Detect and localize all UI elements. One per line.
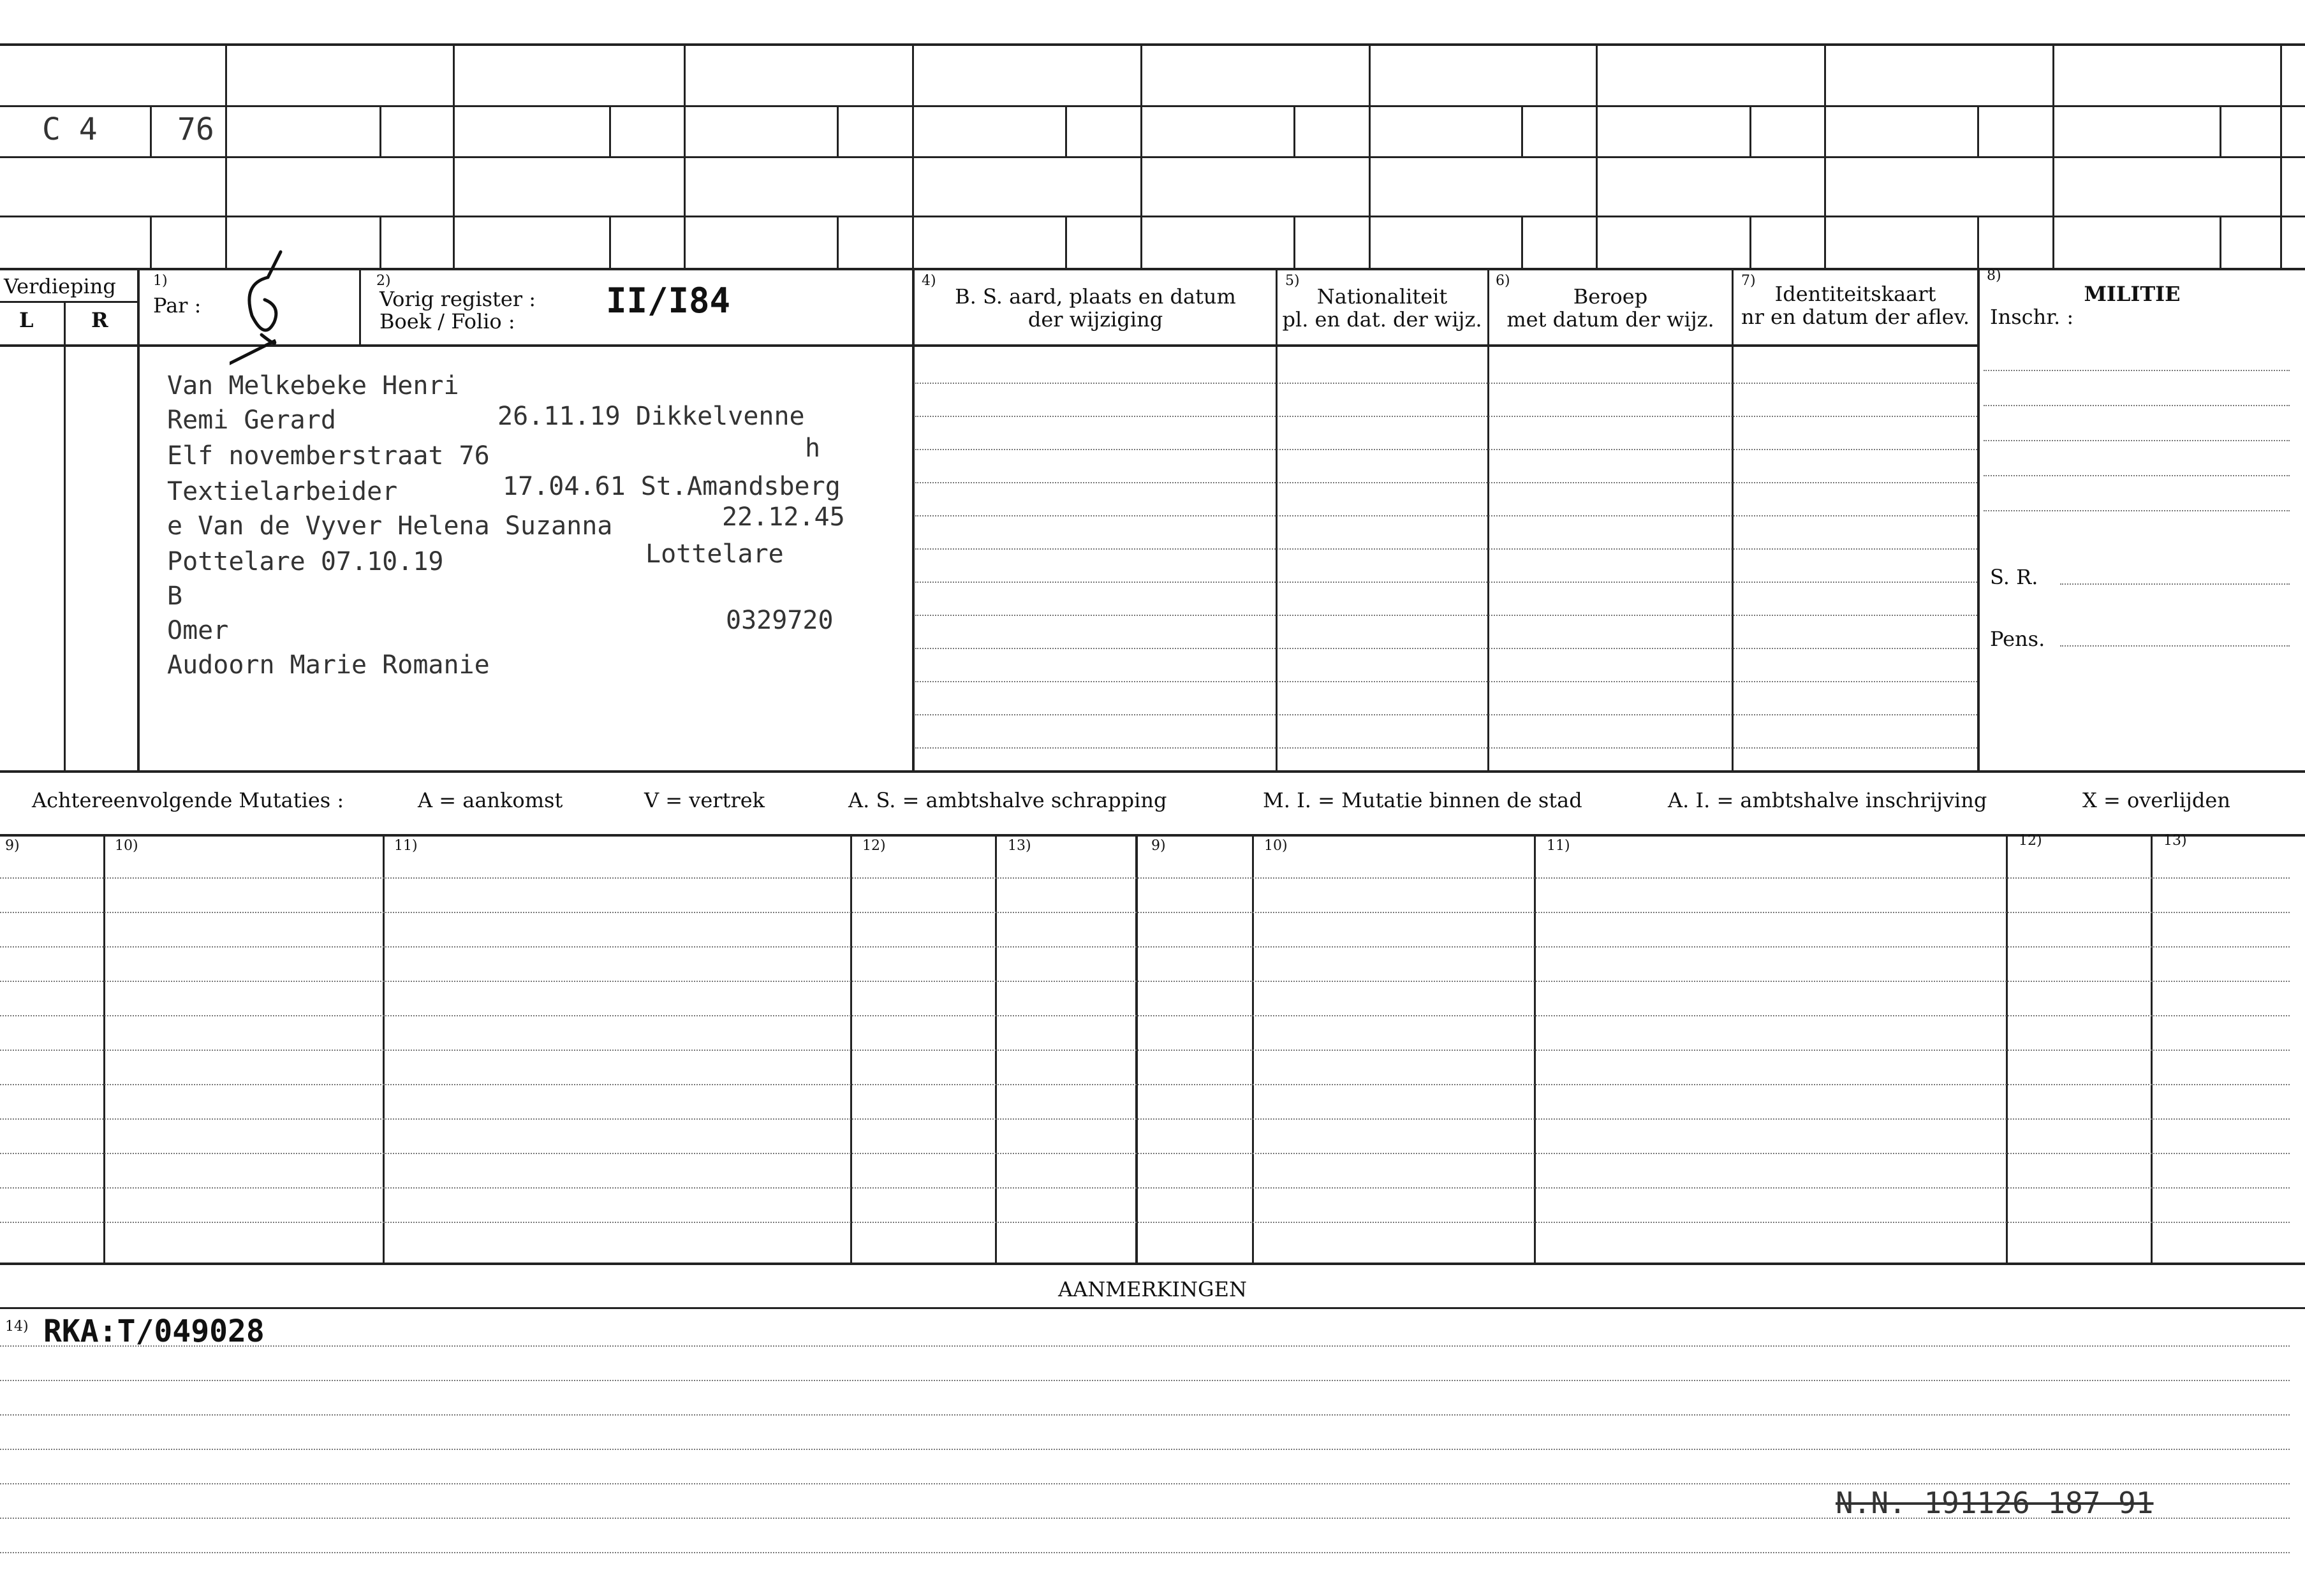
top-grid-vline <box>2052 43 2054 268</box>
pens-label: Pens. <box>1990 627 2045 651</box>
col-divider <box>64 301 66 772</box>
top-grid-tick <box>1977 216 1979 268</box>
ruling-line <box>915 482 1977 483</box>
aanmerkingen-value: RKA:T/049028 <box>43 1314 265 1349</box>
legend-a: A = aankomst <box>418 788 563 812</box>
bs-header-line2: der wijziging <box>1027 307 1163 332</box>
ruling-line <box>0 1118 2290 1120</box>
ruling-line <box>0 1414 2290 1416</box>
top-grid-tick <box>1521 105 1523 156</box>
ruling-line <box>2060 583 2290 585</box>
inschr-label: Inschr. : <box>1990 305 2074 329</box>
legend-v: V = vertrek <box>644 788 765 812</box>
ruling-line <box>0 912 2290 913</box>
mut-col-13: 13) <box>1008 838 1031 854</box>
legend-ai: A. I. = ambtshalve inschrijving <box>1668 788 1987 812</box>
id-header-line1: Identiteitskaart <box>1774 282 1936 306</box>
top-grid-tick <box>2220 216 2221 268</box>
top-grid-tick <box>1065 105 1067 156</box>
col-divider <box>1732 268 1734 772</box>
person-mother: Audoorn Marie Romanie <box>167 650 490 680</box>
verdieping-line <box>0 301 137 303</box>
top-grid-line <box>0 156 2305 158</box>
footnote-5: 5) <box>1285 273 1300 289</box>
ruling-line <box>915 714 1977 715</box>
col-divider <box>1487 268 1489 772</box>
vorig-register-label: Vorig register : <box>379 287 536 311</box>
bs-header-line1: B. S. aard, plaats en datum <box>955 284 1236 309</box>
mutaties-header-line <box>0 834 2305 837</box>
top-grid-tick <box>1977 105 1979 156</box>
person-spouse: e Van de Vyver Helena Suzanna <box>167 511 613 541</box>
ruling-line <box>1984 475 2290 476</box>
beroep-header-line1: Beroep <box>1573 284 1648 309</box>
top-grid-tick <box>1065 216 1067 268</box>
top-grid-line <box>0 216 2305 217</box>
ruling-line <box>0 1345 2290 1347</box>
mutaties-bottom-line <box>0 1263 2305 1265</box>
footnote-6: 6) <box>1496 273 1510 289</box>
mut-col-12: 12) <box>862 838 886 854</box>
verdieping-r: R <box>91 308 108 332</box>
mut-col-11b: 11) <box>1547 838 1570 854</box>
beroep-header-line2: met datum der wijz. <box>1506 307 1714 332</box>
mut-col-10: 10) <box>115 838 138 854</box>
ruling-line <box>0 1449 2290 1450</box>
ruling-line <box>0 1187 2290 1189</box>
col-divider <box>137 268 140 772</box>
mut-col-10b: 10) <box>1264 838 1288 854</box>
footnote-2: 2) <box>376 273 391 289</box>
ruling-line <box>0 946 2290 948</box>
ruling-line <box>2060 645 2290 647</box>
ruling-line <box>0 1518 2290 1519</box>
person-spouse-date: 22.12.45 <box>722 502 845 532</box>
ruling-line <box>915 747 1977 749</box>
mut-col-divider <box>103 834 105 1263</box>
top-grid-vline <box>684 43 686 268</box>
footnote-14: 14) <box>5 1319 29 1335</box>
top-grid-vline <box>225 43 227 268</box>
archive-stamp: N.N. 191126 187 91 <box>1836 1486 2154 1520</box>
mutaties-title: Achtereenvolgende Mutaties : <box>32 788 344 812</box>
mut-col-13b: 13) <box>2163 833 2187 849</box>
mut-col-divider <box>850 834 852 1263</box>
top-grid-tick <box>609 105 611 156</box>
par-label: Par : <box>153 293 202 318</box>
nat-header-line1: Nationaliteit <box>1316 284 1448 309</box>
ruling-line <box>1984 405 2290 406</box>
mut-col-11: 11) <box>394 838 418 854</box>
boek-folio-label: Boek / Folio : <box>379 309 515 333</box>
person-b: B <box>167 582 183 611</box>
ruling-line <box>1984 370 2290 371</box>
person-address: Elf novemberstraat 76 <box>167 441 490 471</box>
top-grid-tick <box>1521 216 1523 268</box>
ruling-line <box>915 681 1977 682</box>
ruling-line <box>0 1222 2290 1223</box>
mut-col-divider <box>2006 834 2008 1263</box>
top-cell-number: 76 <box>177 112 214 147</box>
person-event: 17.04.61 St.Amandsberg <box>503 472 841 501</box>
col-divider <box>912 268 915 772</box>
ruling-line <box>0 981 2290 982</box>
ruling-line <box>0 1153 2290 1154</box>
mut-col-divider <box>2151 834 2153 1263</box>
col-divider <box>359 268 361 344</box>
top-grid-vline <box>1596 43 1598 268</box>
top-grid-tick <box>1293 216 1295 268</box>
ruling-line <box>0 1084 2290 1085</box>
footnote-4: 4) <box>922 273 936 289</box>
top-grid-vline <box>453 43 455 268</box>
top-grid-tick <box>150 105 152 156</box>
person-profession: Textielarbeider <box>167 477 398 506</box>
person-father: Omer <box>167 616 229 645</box>
footnote-8: 8) <box>1987 268 2001 284</box>
person-number: 0329720 <box>726 606 834 635</box>
top-grid-tick <box>1749 105 1751 156</box>
top-grid-tick <box>379 105 381 156</box>
ruling-line <box>915 449 1977 450</box>
ruling-line <box>1984 440 2290 441</box>
sr-label: S. R. <box>1990 565 2038 589</box>
ruling-line <box>0 1552 2290 1553</box>
mut-col-divider <box>1135 834 1138 1263</box>
verdieping-label: Verdieping <box>4 274 116 298</box>
top-grid-vline <box>1140 43 1142 268</box>
top-grid-tick <box>1749 216 1751 268</box>
top-grid-tick <box>837 216 839 268</box>
ruling-line <box>915 648 1977 649</box>
mut-col-9b: 9) <box>1151 838 1166 854</box>
person-name: Van Melkebeke Henri <box>167 371 459 400</box>
ruling-line <box>0 1015 2290 1016</box>
ruling-line <box>1984 510 2290 511</box>
person-spouse-place: Lottelare <box>645 539 784 569</box>
top-grid-vline <box>1824 43 1826 268</box>
person-mark-h: h <box>805 434 821 463</box>
top-grid-vline <box>2280 43 2282 268</box>
militie-header: MILITIE <box>2084 282 2181 306</box>
ruling-line <box>0 877 2290 879</box>
ruling-line <box>915 582 1977 583</box>
register-value: II/I84 <box>606 281 731 321</box>
col-divider <box>1276 268 1278 772</box>
mut-col-12b: 12) <box>2019 833 2042 849</box>
mut-col-divider <box>995 834 997 1263</box>
person-birth: 26.11.19 Dikkelvenne <box>497 402 805 431</box>
mut-col-divider <box>1534 834 1536 1263</box>
mut-col-divider <box>383 834 385 1263</box>
legend-mi: M. I. = Mutatie binnen de stad <box>1263 788 1582 812</box>
ruling-line <box>915 615 1977 616</box>
top-grid-tick <box>609 216 611 268</box>
top-grid-tick <box>1293 105 1295 156</box>
top-grid-vline <box>912 43 914 268</box>
footnote-7: 7) <box>1741 273 1756 289</box>
header-border <box>0 268 2305 270</box>
top-grid-tick <box>837 105 839 156</box>
ruling-line <box>915 515 1977 516</box>
ruling-line <box>915 548 1977 550</box>
top-grid-tick <box>2220 105 2221 156</box>
mutaties-top-line <box>0 770 2305 773</box>
ruling-line <box>0 1050 2290 1051</box>
top-grid-vline <box>1369 43 1371 268</box>
top-grid-line <box>0 105 2305 107</box>
legend-as: A. S. = ambtshalve schrapping <box>848 788 1167 812</box>
aanmerkingen-line <box>0 1307 2305 1309</box>
legend-x: X = overlijden <box>2082 788 2230 812</box>
aanmerkingen-title: AANMERKINGEN <box>1058 1277 1247 1301</box>
top-border <box>0 43 2305 46</box>
person-spouse-birth: Pottelare 07.10.19 <box>167 547 444 576</box>
nat-header-line2: pl. en dat. der wijz. <box>1282 307 1482 332</box>
top-grid-tick <box>150 216 152 268</box>
verdieping-l: L <box>19 308 34 332</box>
ruling-line <box>915 383 1977 384</box>
top-grid-tick <box>379 216 381 268</box>
footnote-1: 1) <box>153 273 168 289</box>
id-header-line2: nr en datum der aflev. <box>1741 305 1970 329</box>
ruling-line <box>915 416 1977 417</box>
person-given-names: Remi Gerard <box>167 406 336 435</box>
col-divider <box>1977 268 1980 772</box>
ruling-line <box>0 1483 2290 1484</box>
ruling-line <box>0 1380 2290 1381</box>
mut-col-divider <box>1252 834 1254 1263</box>
top-cell-code: C 4 <box>42 112 98 147</box>
mut-col-9: 9) <box>5 838 20 854</box>
